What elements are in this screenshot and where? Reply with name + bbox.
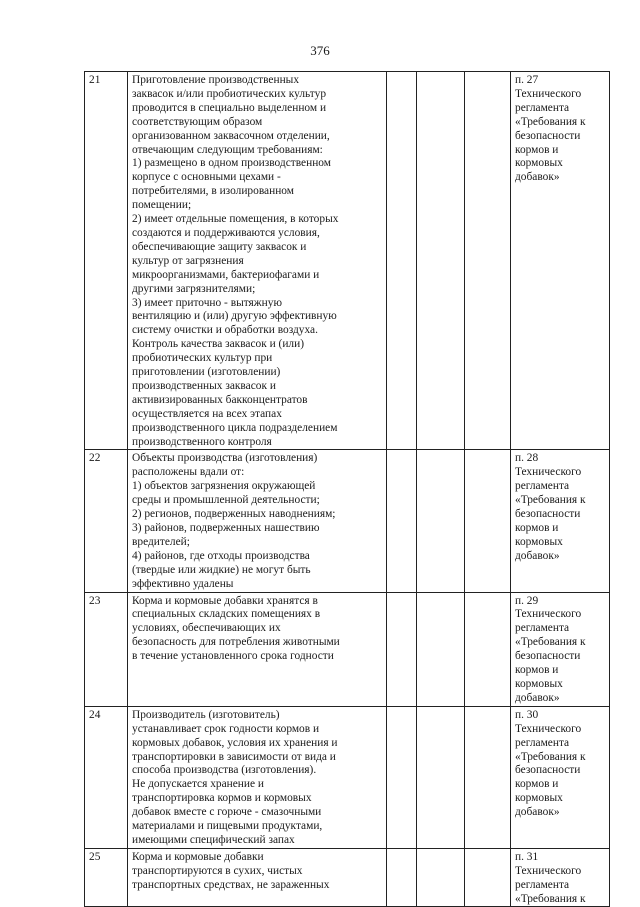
row-number: 25 [85,848,128,907]
row-number: 21 [85,72,128,450]
answer-na-cell[interactable] [465,450,511,592]
requirement-text: Объекты производства (изготовления) расположены вдали от: 1) объектов загрязнения окружающей среды и промышленной деятельности; 2) регионов, подверженных наводнениям; 3) районов, подверженных нашествию вредителей; 4) районов, где отходы производства (твердые или жидкие) не могут быть эффективно удалены [128,450,387,592]
table-row [85,706,610,848]
page-number: 376 [310,43,330,58]
requirement-text: Приготовление производственных заквасок и/или пробиотических культур проводится в специально выделенном и соответствующим образом организованном заквасочном отделении, отвечающим следующим требованиям: 1) размещено в одном производственном корпусе с основными цехами - потребителями, в изолированном помещении; 2) имеет отдельные помещения, в которых создаются и поддерживаются условия, обеспечивающие защиту заквасок и культур от загрязнения микроорганизмами, бактериофагами и другими загрязнителями; 3) имеет приточно - вытяжную вентиляцию и (или) другую эффективную систему очистки и обработки воздуха. Контроль качества заквасок и (или) пробиотических культур при приготовлении (изготовлении) производственных заквасок и активизированных бакконцентратов осуществляется на всех этапах производственного цикла подразделением производственного контроля [128,72,387,450]
answer-yes-cell[interactable] [387,72,417,450]
row-number: 24 [85,706,128,848]
answer-yes-cell[interactable] [387,592,417,706]
answer-yes-cell[interactable] [387,848,417,907]
answer-no-cell[interactable] [417,848,465,907]
table-row [85,72,610,450]
answer-na-cell[interactable] [465,848,511,907]
reference-text: п. 27 Технического регламента «Требования к безопасности кормов и кормовых добавок» [511,72,610,450]
row-number: 23 [85,592,128,706]
answer-no-cell[interactable] [417,706,465,848]
requirement-text: Корма и кормовые добавки хранятся в специальных складских помещениях в условиях, обеспечивающих их безопасность для потребления животными в течение установленного срока годности [128,592,387,706]
reference-text: п. 28 Технического регламента «Требования к безопасности кормов и кормовых добавок» [511,450,610,592]
answer-no-cell[interactable] [417,72,465,450]
reference-text: п. 31 Технического регламента «Требования к [511,848,610,907]
answer-na-cell[interactable] [465,592,511,706]
answer-na-cell[interactable] [465,706,511,848]
table-row [85,848,610,907]
checklist-table [84,71,610,907]
answer-no-cell[interactable] [417,450,465,592]
answer-yes-cell[interactable] [387,450,417,592]
answer-no-cell[interactable] [417,592,465,706]
row-number: 22 [85,450,128,592]
table-row [85,450,610,592]
table-row [85,592,610,706]
reference-text: п. 29 Технического регламента «Требования к безопасности кормов и кормовых добавок» [511,592,610,706]
answer-yes-cell[interactable] [387,706,417,848]
requirement-text: Корма и кормовые добавки транспортируются в сухих, чистых транспортных средствах, не зараженных [128,848,387,907]
reference-text: п. 30 Технического регламента «Требования к безопасности кормов и кормовых добавок» [511,706,610,848]
answer-na-cell[interactable] [465,72,511,450]
requirement-text: Производитель (изготовитель) устанавливает срок годности кормов и кормовых добавок, условия их хранения и транспортировки в зависимости от вида и способа производства (изготовления). Не допускается хранение и транспортировка кормов и кормовых добавок вместе с горюче - смазочными материалами и пищевыми продуктами, имеющими специфический запах [128,706,387,848]
